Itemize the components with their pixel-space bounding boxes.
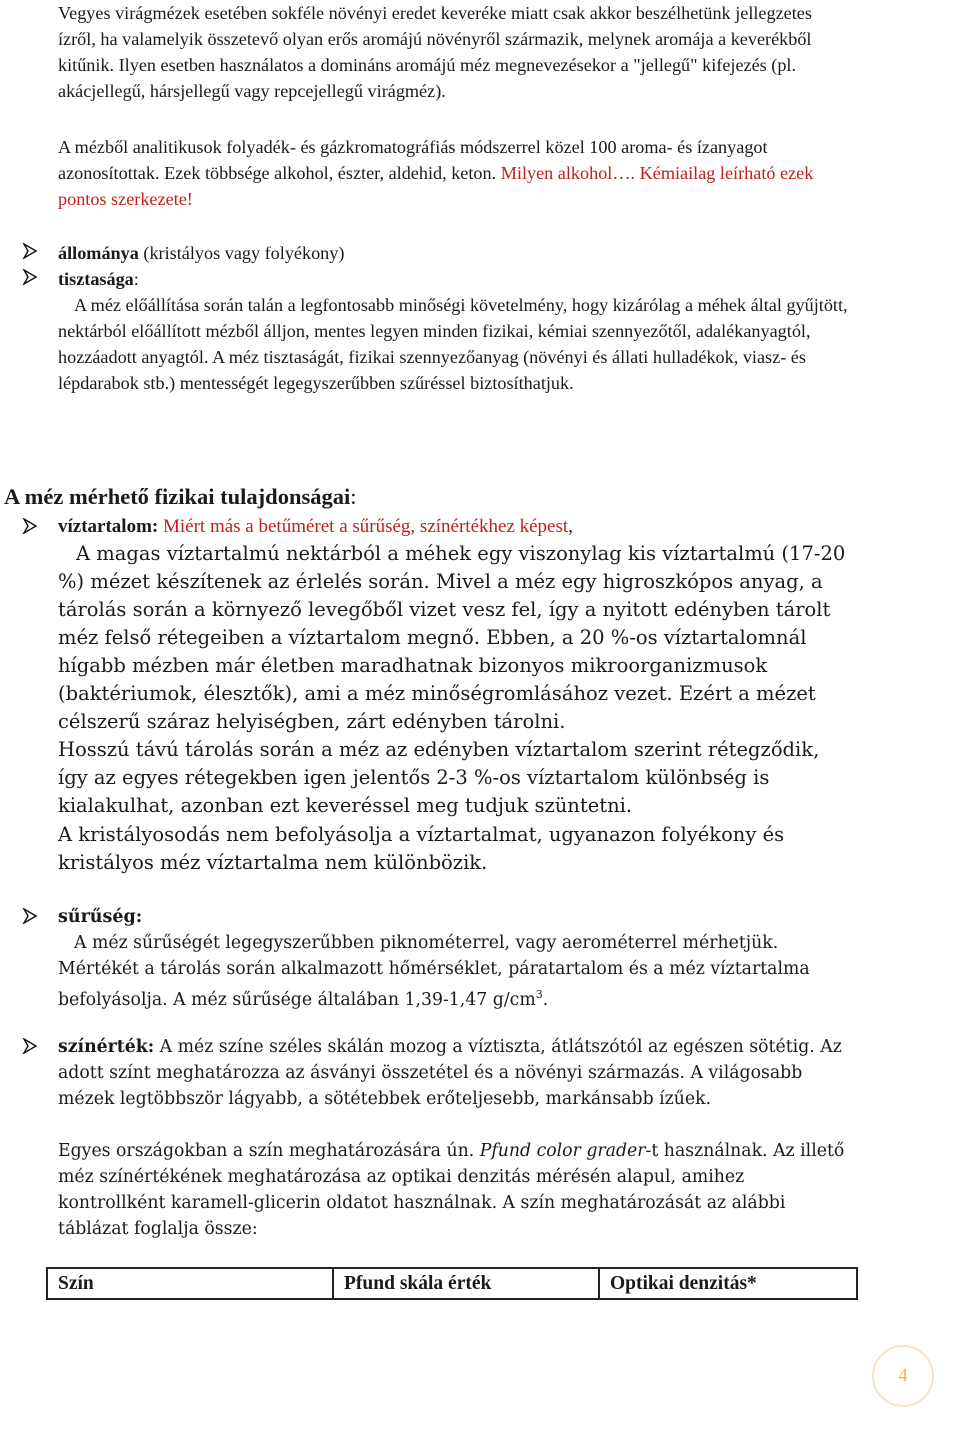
viztartalom-term: víztartalom:	[58, 516, 159, 537]
tisztasaga-item	[58, 266, 848, 292]
tisztasaga-colon: :	[133, 269, 139, 289]
viztartalom-paragraph-2	[58, 736, 848, 820]
table-header-row	[47, 1268, 857, 1299]
aroma-text: A mézből analitikusok folyadék- és gázkromatográfiás módszerrel közel 100 aroma- és ízanyagot azonosítottak. Ezek többsége alkohol, észter, aldehid, keton.	[58, 137, 768, 183]
section-heading	[4, 484, 356, 510]
viztartalom-question: Miért más a betűméret a sűrűség, színértékhez képest	[158, 516, 569, 537]
suruseg-term: sűrűség:	[58, 907, 143, 927]
arrowhead-bullet-icon	[22, 518, 42, 538]
pfund-before: Egyes országokban a szín meghatározására ún.	[58, 1141, 480, 1161]
arrowhead-bullet-icon	[22, 243, 42, 263]
suruseg-item	[58, 904, 848, 930]
suruseg-sup: 3	[535, 988, 543, 1001]
viztartalom-paragraph-3	[58, 821, 848, 877]
viztartalom-text-2: Hosszú távú tárolás során a méz az edényben víztartalom szerint rétegződik, így az egyes rétegekben igen jelentős 2-3 %-os víztartalom különbség is kialakulhat, azonban ezt keveréssel meg tudjuk szüntetni.	[58, 738, 820, 817]
suruseg-end: .	[542, 989, 549, 1010]
aroma-question: Milyen alkohol…. Kémiailag leírható ezek pontos szerkezete!	[58, 163, 814, 209]
aroma-paragraph	[58, 134, 833, 212]
tisztasaga-paragraph	[58, 292, 848, 396]
viztartalom-text-3: A kristályosodás nem befolyásolja a víztartalmat, ugyanazon folyékony és kristályos méz víztartalma nem különbözik.	[58, 823, 785, 874]
viztartalom-text: A magas víztartalmú nektárból a méhek egy viszonylag kis víztartalmú (17-20 %) mézet készítenek az érlelés során. Mivel a méz egy higroszkópos anyag, a tárolás során a környező levegőből vizet vesz fel, így a nyitott edényben tárolt méz felső rétegeiben a víztartalom megnő. Ebben, a 20 %-os víztartalomnál hígabb mézben már életben maradhatnak bizonyos mikroorganizmusok (baktériumok, élesztők), ami a méz minőségromlásához vezet. Ezért a mézet célszerű száraz helyiségben, zárt edényben tárolni.	[58, 542, 846, 733]
viztartalom-item	[58, 514, 848, 540]
szinertek-text: A méz színe széles skálán mozog a víztiszta, átlátszótól az egészen sötétig. Az adott színt meghatározza az ásványi összetétel és a növényi származás. A világosabb mézek legtöbbször lágyabb, a sötétebbek erőteljesebb, markánsabb ízűek.	[58, 1037, 842, 1109]
tisztasaga-term: tisztasága	[58, 269, 134, 289]
intro-text: Vegyes virágmézek esetében sokféle növényi eredet keveréke miatt csak akkor beszélhetünk jellegzetes ízről, ha valamelyik összetevő olyan erős aromájú növényről származik, melynek aromája a keverékből kitűnik. Ilyen esetben használatos a domináns aromájú méz megnevezésekor a "jellegű" kifejezés (pl. akácjellegű, hársjellegű vagy repcejellegű virágméz).	[58, 3, 812, 101]
suruseg-text: A méz sűrűségét legegyszerűbben piknométerrel, vagy aerométerrel mérhetjük. Mértékét a tárolás során alkalmazott hőmérséklet, páratartalom és a méz víztartalma befolyásolja. A méz sűrűsége általában 1,39-1,47 g/cm	[58, 933, 810, 1010]
szinertek-term: színérték:	[58, 1037, 155, 1057]
suruseg-paragraph	[58, 930, 848, 1013]
arrowhead-bullet-icon	[22, 1038, 42, 1058]
pfund-after: -t használnak. Az illető méz színértékének meghatározása az optikai denzitás mérésén alapul, amihez kontrollként karamell-glicerin oldatot használnak. A szín meghatározását az alábbi táblázat foglalja össze:	[58, 1141, 845, 1239]
pfund-italic: Pfund color grader	[479, 1141, 646, 1161]
arrowhead-bullet-icon	[22, 269, 42, 289]
szinertek-paragraph	[58, 1034, 848, 1112]
arrowhead-bullet-icon	[22, 908, 42, 928]
intro-paragraph	[58, 0, 848, 104]
allomanya-item	[58, 240, 848, 266]
page-number: 4	[872, 1345, 934, 1407]
allomanya-rest: (kristályos vagy folyékony)	[138, 243, 345, 263]
tisztasaga-text: A méz előállítása során talán a legfontosabb minőségi követelmény, hogy kizárólag a méhek által gyűjtött, nektárból előállított mézből álljon, mentes legyen minden fizikai, kémiai szennyezőtől, adalékanyagtól, hozzáadott anyagtól. A méz tisztaságát, fizikai szennyezőanyag (növényi és állati hulladékok, viasz- és lépdarabok stb.) mentességét legegyszerűbben szűréssel biztosíthatjuk.	[58, 295, 848, 393]
viztartalom-comma: ,	[568, 516, 573, 537]
color-scale-table	[46, 1267, 858, 1300]
viztartalom-paragraph	[58, 540, 848, 736]
section-heading-colon: :	[350, 484, 357, 509]
section-heading-title: A méz mérhető fizikai tulajdonságai	[4, 484, 351, 509]
pfund-paragraph	[58, 1138, 848, 1242]
allomanya-term: állománya	[58, 243, 139, 263]
table-header-cell: Optikai denzitás*	[599, 1268, 857, 1299]
table-header-cell: Szín	[47, 1268, 333, 1299]
table-header-cell: Pfund skála érték	[333, 1268, 599, 1299]
